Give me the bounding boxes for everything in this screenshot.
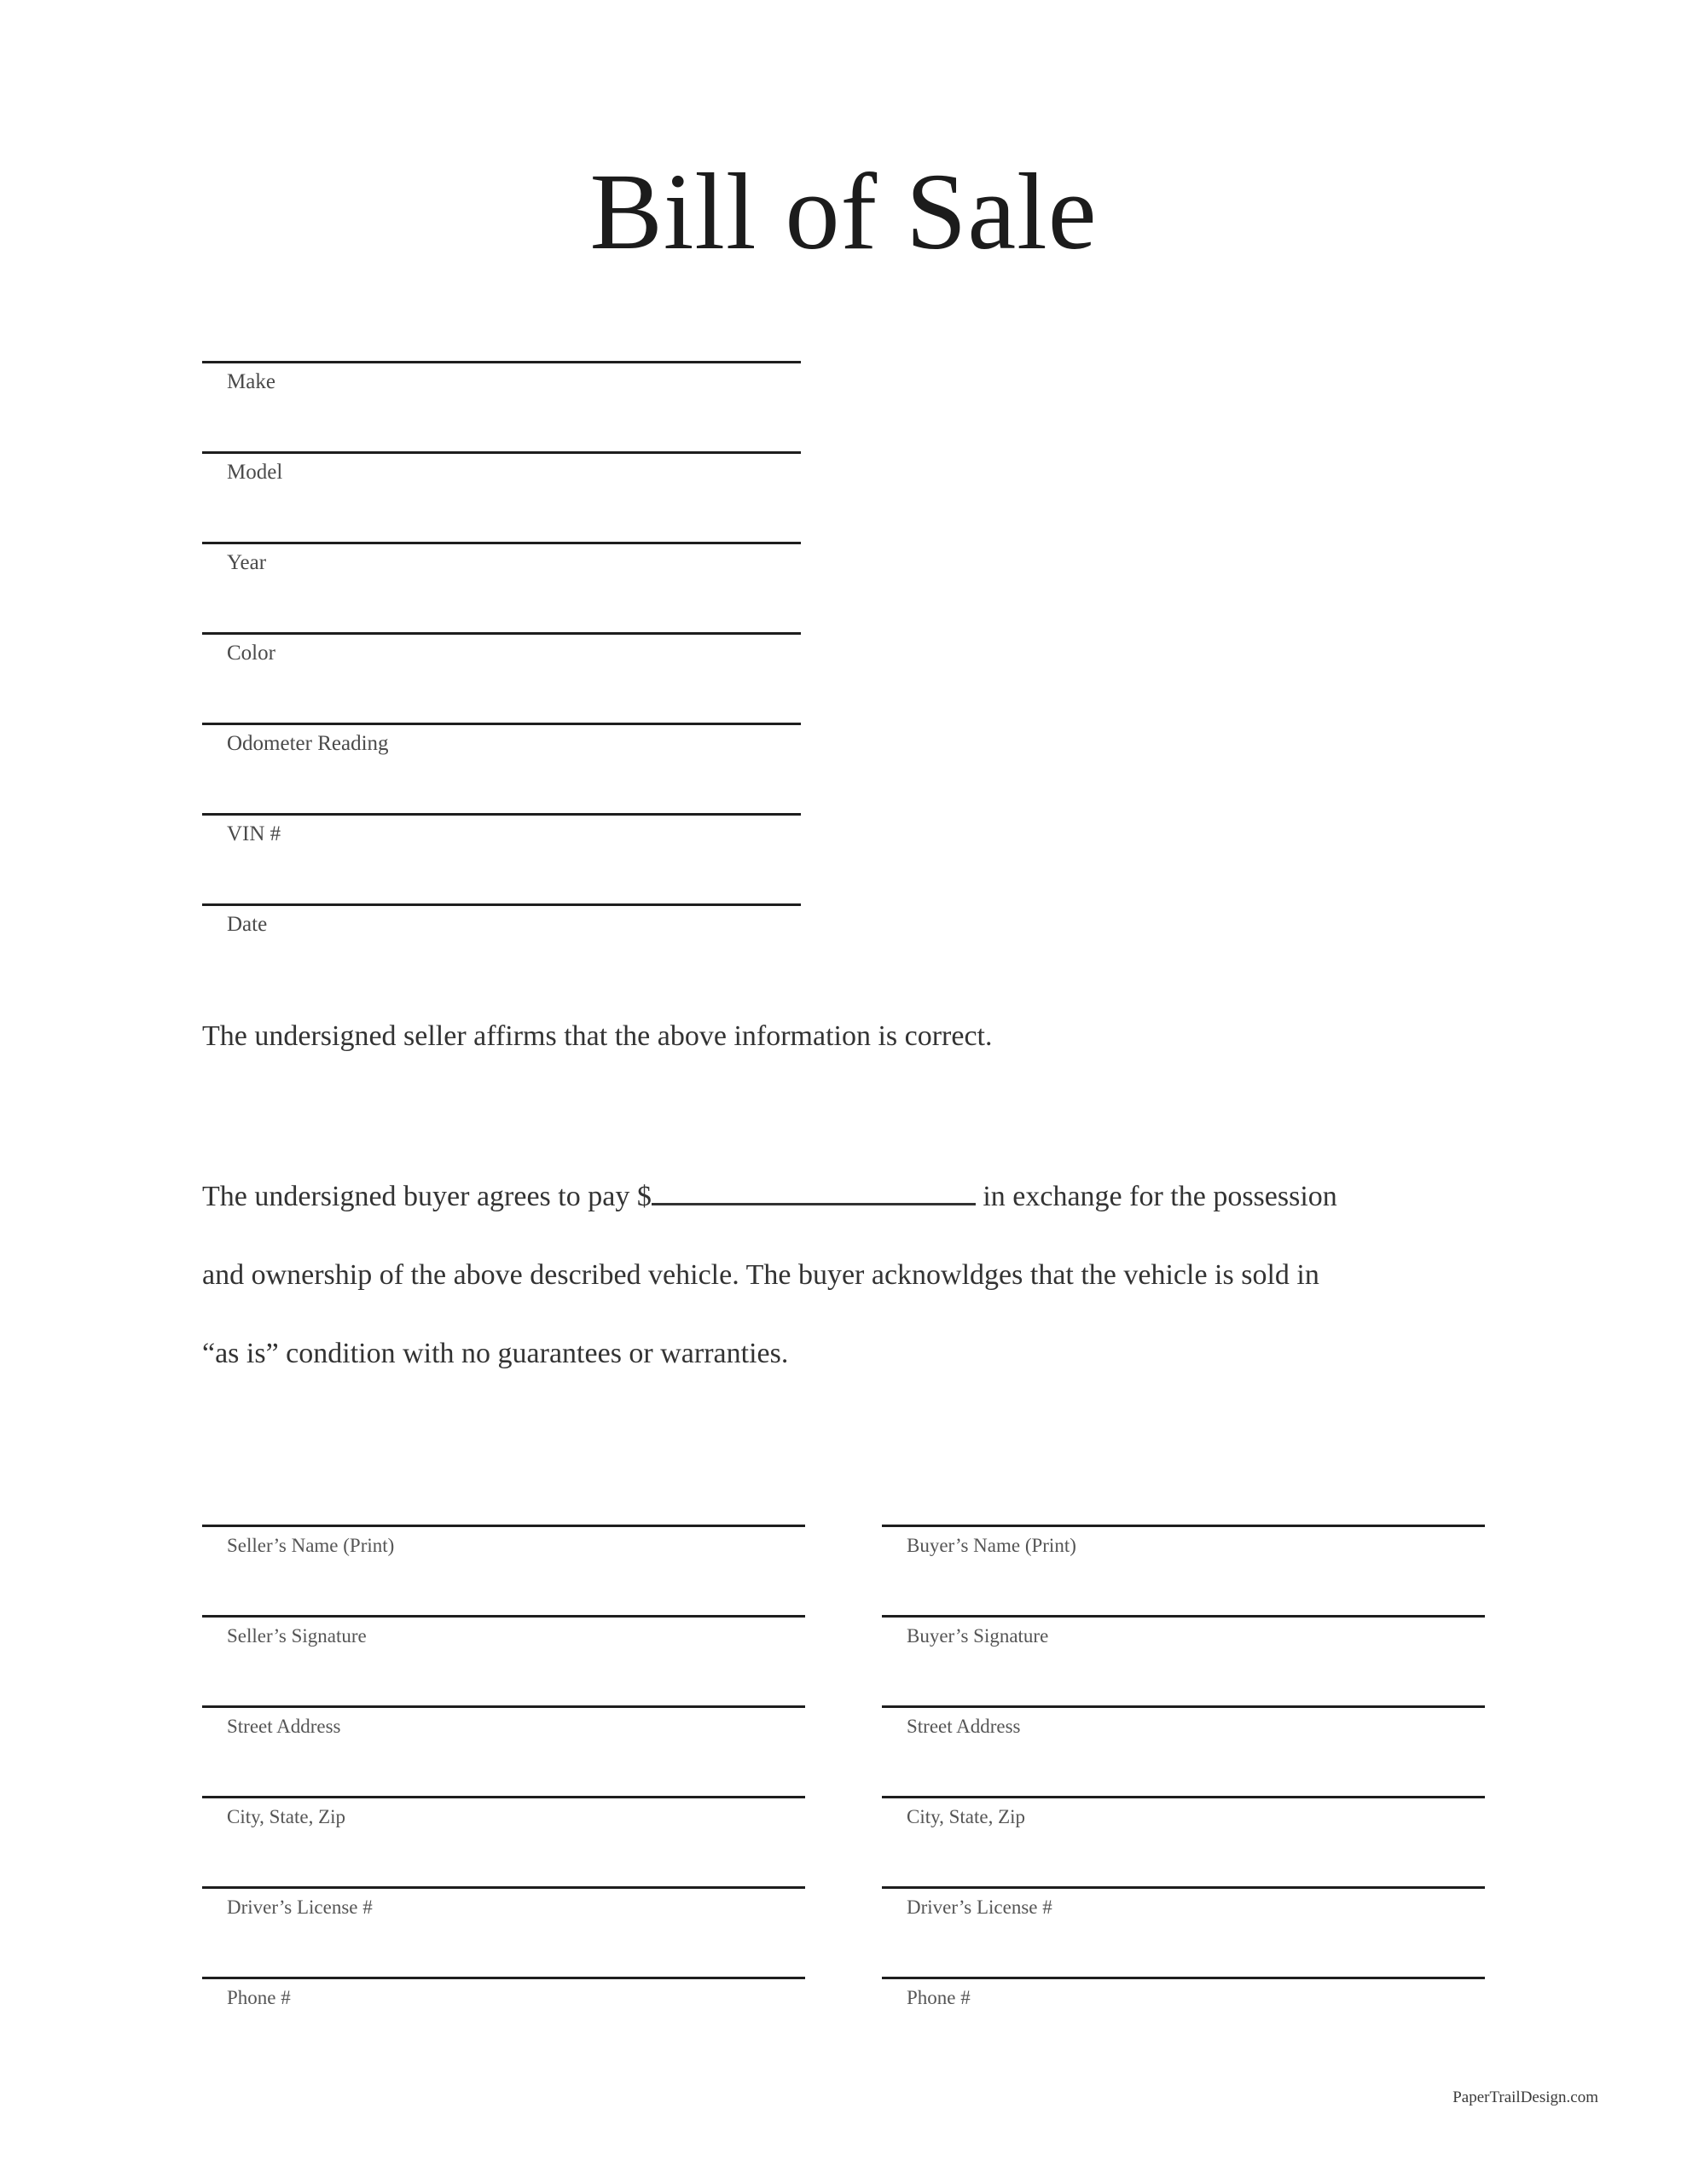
field-make — [202, 361, 801, 451]
field-label: Date — [227, 913, 268, 936]
buyer-signature-field — [882, 1615, 1485, 1705]
field-label: City, State, Zip — [907, 1806, 1026, 1827]
payment-amount-blank-line — [652, 1176, 976, 1205]
field-label: Model — [227, 461, 283, 484]
field-label: Phone # — [907, 1987, 971, 2008]
buyer-phone-field — [882, 1977, 1485, 2067]
field-label: Year — [227, 551, 267, 574]
buyer-drivers-license-field — [882, 1886, 1485, 1977]
seller-street-address-field — [202, 1705, 805, 1796]
field-label: Street Address — [907, 1716, 1021, 1737]
vehicle-info-section — [202, 361, 801, 994]
seller-phone-field — [202, 1977, 805, 2067]
buyer-city-state-zip-field — [882, 1796, 1485, 1886]
buyer-agreement-line-2: and ownership of the above described vehicle. The buyer acknowldges that the vehicle is sold in — [202, 1259, 1319, 1291]
field-label: Make — [227, 370, 275, 393]
seller-city-state-zip-field — [202, 1796, 805, 1886]
field-label: Driver’s License # — [907, 1896, 1052, 1918]
buyer-street-address-field — [882, 1705, 1485, 1796]
field-label: Buyer’s Signature — [907, 1625, 1049, 1647]
footer-credit: PaperTrailDesign.com — [1452, 2088, 1598, 2106]
buyer-agreement-line-1 — [202, 1158, 1533, 1236]
seller-name-field — [202, 1525, 805, 1615]
field-label: Driver’s License # — [227, 1896, 373, 1918]
field-color — [202, 632, 801, 723]
buyer-agreement-text — [202, 1158, 1533, 1393]
field-label: Phone # — [227, 1987, 291, 2008]
buyer-agreement-prefix: The undersigned buyer agrees to pay $ — [202, 1181, 652, 1212]
seller-drivers-license-field — [202, 1886, 805, 1977]
buyer-agreement-line-3: “as is” condition with no guarantees or warranties. — [202, 1338, 789, 1369]
field-label: City, State, Zip — [227, 1806, 346, 1827]
buyer-column — [882, 1525, 1485, 2067]
field-year — [202, 542, 801, 632]
field-label: Street Address — [227, 1716, 341, 1737]
document-title: Bill of Sale — [589, 151, 1098, 272]
signature-section — [202, 1525, 1485, 2067]
seller-affirmation-text: The undersigned seller affirms that the above information is correct. — [202, 1020, 993, 1052]
field-vin — [202, 813, 801, 903]
field-date — [202, 903, 801, 994]
buyer-name-field — [882, 1525, 1485, 1615]
buyer-agreement-suffix: in exchange for the possession — [983, 1181, 1337, 1212]
seller-column — [202, 1525, 805, 2067]
field-odometer-reading — [202, 723, 801, 813]
seller-signature-field — [202, 1615, 805, 1705]
field-label: VIN # — [227, 822, 281, 845]
field-label: Seller’s Name (Print) — [227, 1535, 395, 1556]
field-model — [202, 451, 801, 542]
field-label: Seller’s Signature — [227, 1625, 367, 1647]
field-label: Odometer Reading — [227, 732, 389, 755]
field-label: Color — [227, 642, 275, 665]
field-label: Buyer’s Name (Print) — [907, 1535, 1076, 1556]
